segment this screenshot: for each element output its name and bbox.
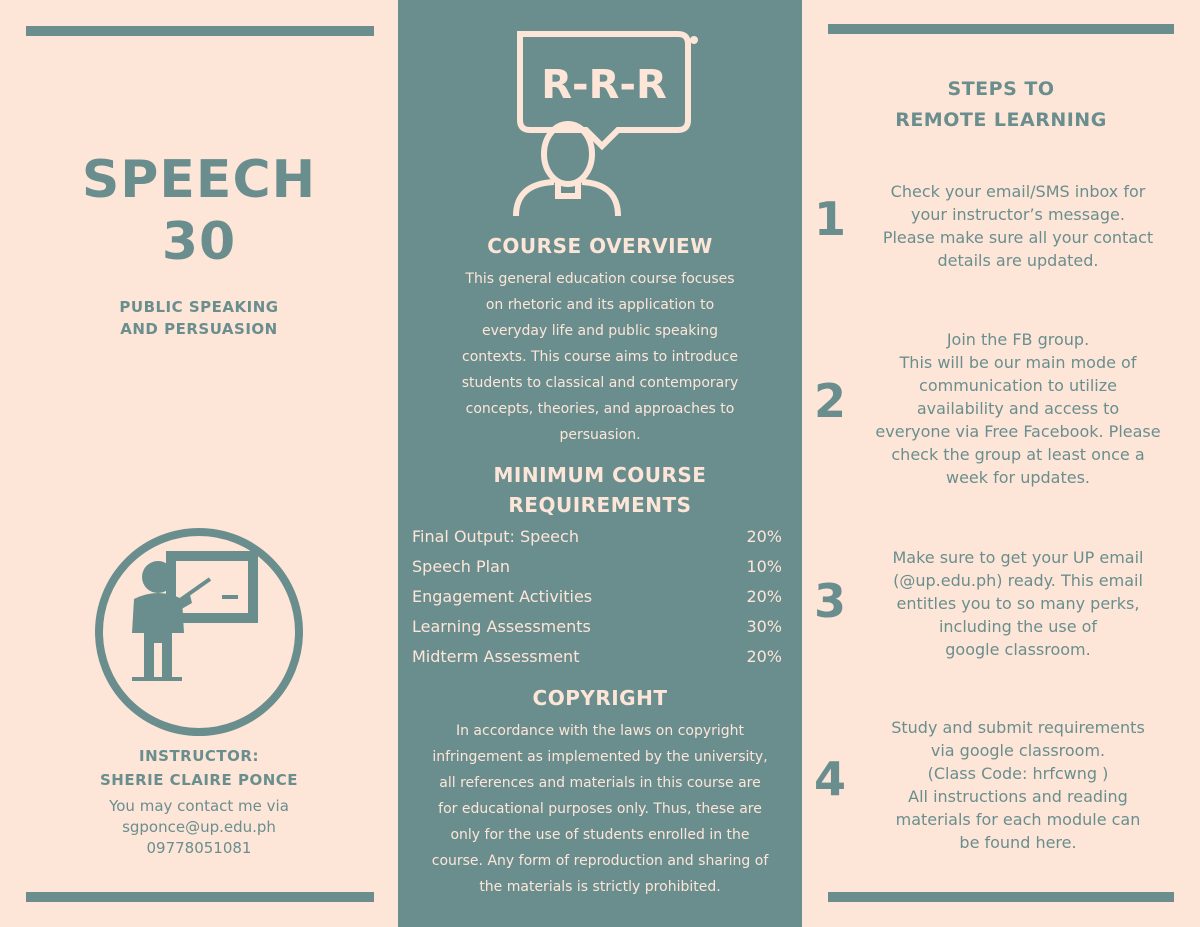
list-item bbox=[412, 612, 786, 642]
contact-phone: 09778051081 bbox=[146, 839, 252, 857]
step-text: Join the FB group. This will be our main mode of communication to utilize availability and access to everyone via Free Facebook. Please check the group at least once a week for updates. bbox=[875, 330, 1161, 487]
instructor-label: INSTRUCTOR: bbox=[139, 747, 259, 765]
right-panel bbox=[802, 0, 1200, 927]
list-item bbox=[412, 522, 786, 552]
step-text: Study and submit requirements via google classroom. (Class Code: hrfcwng ) All instructions and reading materials for each module can be found here. bbox=[891, 718, 1145, 852]
overview-text: This general education course focuses on rhetoric and its application to everyday life and public speaking contexts. This course aims to introduce students to classical and contemporary concepts, theories, and approaches to persuasion. bbox=[461, 271, 739, 443]
teacher-at-board-icon bbox=[92, 525, 306, 739]
list-item bbox=[412, 642, 786, 672]
step-text: Check your email/SMS inbox for your instructor’s message. Please make sure all your contact details are updated. bbox=[882, 182, 1154, 270]
requirement-weight: 20% bbox=[746, 647, 782, 666]
course-title: SPEECH bbox=[81, 150, 317, 210]
list-item bbox=[412, 552, 786, 582]
requirement-name: Engagement Activities bbox=[412, 587, 593, 606]
requirement-name: Speech Plan bbox=[412, 557, 511, 576]
top-divider-right bbox=[828, 24, 1174, 34]
list-item bbox=[412, 582, 786, 612]
person-speech-bubble-icon bbox=[506, 24, 702, 224]
step-number: 3 bbox=[814, 574, 847, 628]
step-number: 2 bbox=[814, 374, 847, 428]
course-number: 30 bbox=[161, 212, 237, 272]
requirement-name: Final Output: Speech bbox=[412, 527, 579, 546]
copyright-heading: COPYRIGHT bbox=[532, 686, 668, 710]
steps-heading: STEPS TO REMOTE LEARNING bbox=[895, 78, 1107, 131]
requirement-weight: 10% bbox=[746, 557, 782, 576]
requirements-heading: MINIMUM COURSE REQUIREMENTS bbox=[493, 463, 707, 517]
bottom-divider-right bbox=[828, 892, 1174, 902]
contact-email: sgponce@up.edu.ph bbox=[122, 818, 276, 836]
overview-heading: COURSE OVERVIEW bbox=[487, 234, 713, 258]
step-text: Make sure to get your UP email (@up.edu.ph) ready. This email entitles you to so many perks, including the use of google classroom. bbox=[892, 548, 1144, 659]
requirement-weight: 20% bbox=[746, 587, 782, 606]
course-subtitle: PUBLIC SPEAKING AND PERSUASION bbox=[119, 298, 279, 338]
instructor-name: SHERIE CLAIRE PONCE bbox=[99, 771, 299, 789]
bottom-divider-left bbox=[26, 892, 374, 902]
requirement-weight: 30% bbox=[746, 617, 782, 636]
instructor-info bbox=[0, 744, 398, 792]
logo-text: R-R-R bbox=[541, 62, 667, 108]
step-number: 1 bbox=[814, 192, 847, 246]
requirement-name: Midterm Assessment bbox=[412, 647, 580, 666]
requirements-list bbox=[412, 522, 786, 672]
requirement-name: Learning Assessments bbox=[412, 617, 591, 636]
requirement-weight: 20% bbox=[746, 527, 782, 546]
copyright-text: In accordance with the laws on copyright infringement as implemented by the university, all references and materials in this course are for educational purposes only. Thus, these are only for the use of students enrolled in the course. Any form of reproduction and sharing of the materials is strictly prohibited. bbox=[431, 723, 769, 895]
top-divider-left bbox=[26, 26, 374, 36]
step-number: 4 bbox=[814, 752, 847, 806]
middle-panel bbox=[398, 0, 802, 927]
left-panel bbox=[0, 0, 398, 927]
contact-info: You may contact me via sgponce@up.edu.ph 09778051081 bbox=[0, 796, 398, 859]
